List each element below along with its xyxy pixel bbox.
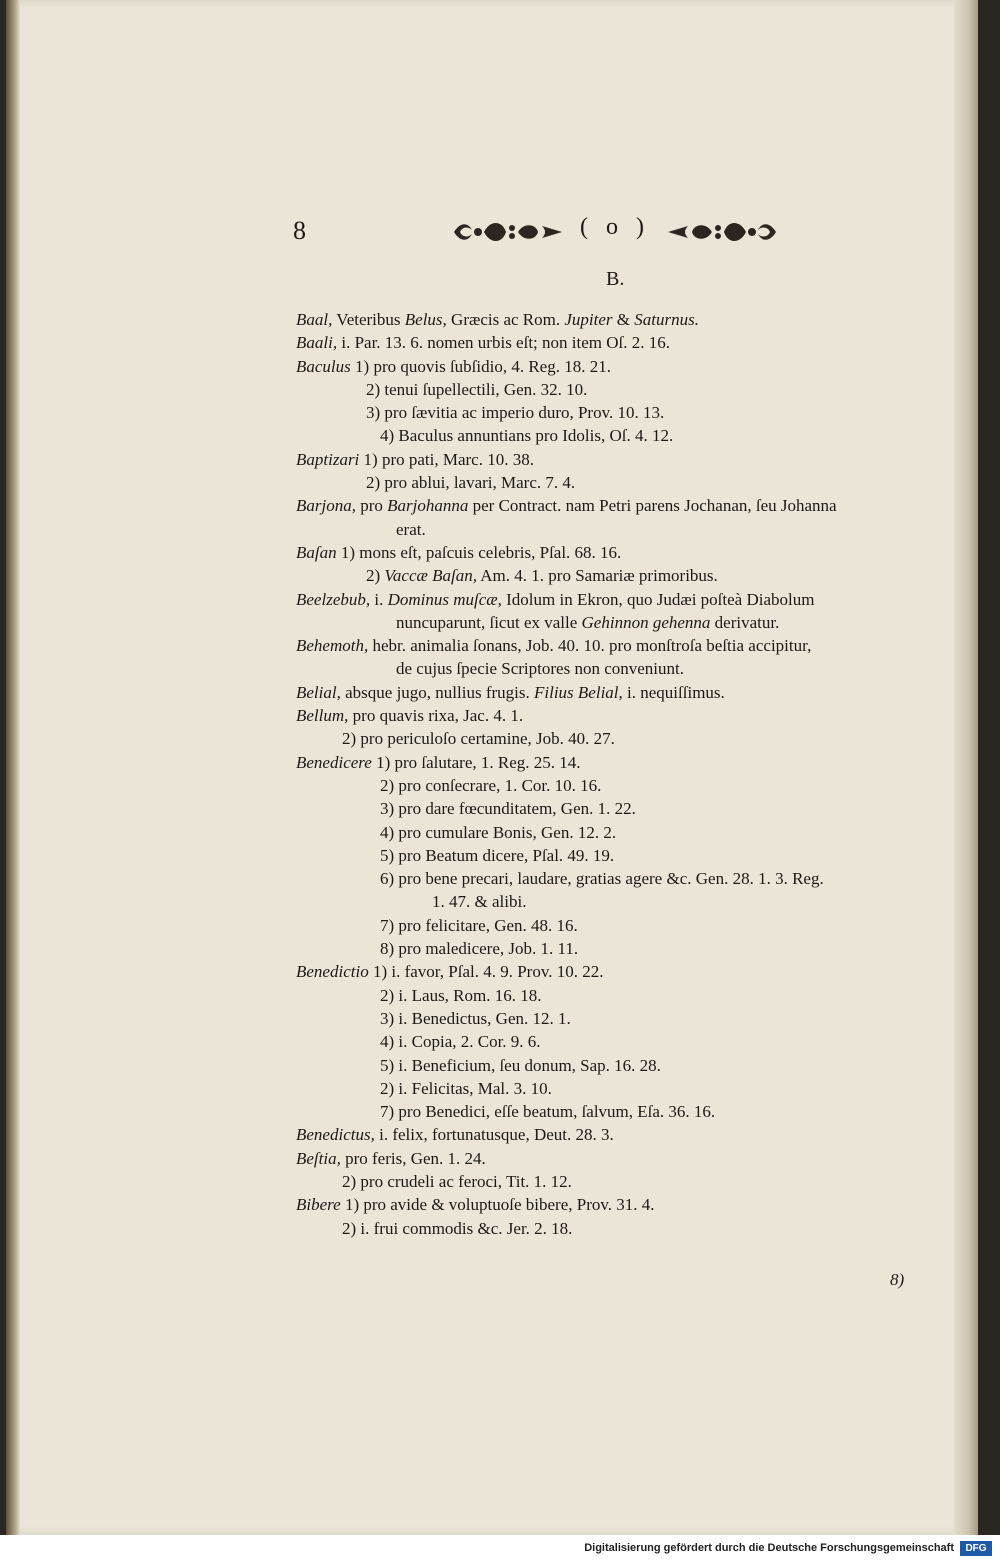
entry-headword: Beſtia, <box>296 1148 341 1168</box>
entry-text: Græcis ac Rom. <box>446 310 565 329</box>
entry-line <box>296 727 946 750</box>
entry-line <box>296 308 946 331</box>
entry-line <box>296 914 946 937</box>
entry-sense: Vaccæ Baſan, <box>384 566 477 586</box>
entry-sense: 2) i. Laus, Rom. 16. 18. <box>380 985 542 1005</box>
entry-continuation: erat. <box>396 519 426 539</box>
entry-text: i. Par. 13. 6. nomen urbis eſt; non item Oſ. 2. 16. <box>337 333 670 353</box>
entry-line <box>296 890 946 913</box>
entry-line <box>296 588 946 611</box>
entry-text: & <box>612 310 635 329</box>
entry-continuation: nuncuparunt, ſicut ex valle <box>396 612 582 632</box>
entry-sense: 3) pro dare fœcunditatem, Gen. 1. 22. <box>380 799 636 819</box>
entry-sense: 6) pro bene precari, laudare, gratias agere &c. Gen. 28. 1. 3. Reg. <box>380 869 824 889</box>
entry-line <box>296 448 946 471</box>
entry-continuation: derivatur. <box>710 612 780 632</box>
entry-line <box>296 937 946 960</box>
entry-sense: 7) pro Benedici, eſſe beatum, ſalvum, Eſa. 36. 16. <box>380 1102 716 1122</box>
entry-sense: 2) i. Felicitas, Mal. 3. 10. <box>380 1078 552 1098</box>
entry-sense: 4) i. Copia, 2. Cor. 9. 6. <box>380 1032 541 1052</box>
entry-continuation: de cujus ſpecie Scriptores non conveniunt. <box>396 659 684 679</box>
page-number: 8 <box>293 216 306 245</box>
entry-text: hebr. animalia ſonans, Job. 40. 10. pro monſtroſa beſtia accipitur, <box>368 636 812 656</box>
entry-line <box>296 1007 946 1030</box>
entry-headword: Bibere <box>296 1195 341 1215</box>
entry-line <box>296 867 946 890</box>
entry-text: pro <box>355 496 388 516</box>
entry-line <box>296 634 946 657</box>
entry-text: Idolum in Ekron, quo Judæi poſteà Diabolum <box>501 589 815 609</box>
entry-sense: 8) pro maledicere, Job. 1. 11. <box>380 939 579 959</box>
entry-text: 1) pro pati, Marc. 10. 38. <box>359 449 534 469</box>
entry-line <box>296 1100 946 1123</box>
entry-sense: 4) Baculus annuntians pro Idolis, Oſ. 4. 12. <box>380 426 674 446</box>
entry-text: absque jugo, nullius frugis. <box>340 682 534 702</box>
header-mark: ( o ) <box>580 214 650 240</box>
entry-headword: Baali, <box>296 333 338 353</box>
entry-line <box>296 657 946 680</box>
entry-text: 1) pro avide & voluptuoſe bibere, Prov. 31. 4. <box>340 1195 655 1215</box>
section-letter: B. <box>606 268 625 290</box>
entry-text: Saturnus. <box>634 310 699 329</box>
entry-headword: Baal, <box>296 310 333 329</box>
entry-line <box>296 1147 946 1170</box>
floral-ornament-left-icon <box>450 218 568 246</box>
entry-text: pro quavis rixa, Jac. 4. 1. <box>348 706 524 726</box>
entry-headword: Benedicere <box>296 752 372 772</box>
entry-line <box>296 704 946 727</box>
entry-continuation: 1. 47. & alibi. <box>432 892 527 912</box>
entry-line <box>296 564 946 587</box>
entry-headword: Beelzebub, <box>296 589 371 609</box>
entry-sense: 3) pro ſævitia ac imperio duro, Prov. 10. 13. <box>366 403 665 423</box>
entry-text: per Contract. nam Petri parens Jochanan, ſeu Johanna <box>468 496 837 516</box>
entry-sense: 2) pro periculoſo certamine, Job. 40. 27. <box>342 729 615 749</box>
footer-credit: Digitalisierung gefördert durch die Deutsche Forschungsgemeinschaft <box>584 1542 954 1554</box>
entry-line <box>296 797 946 820</box>
entry-text: Barjohanna <box>387 496 469 516</box>
entry-line <box>296 331 946 354</box>
page-fore-edge <box>954 0 978 1535</box>
entry-headword: Belial, <box>296 682 341 702</box>
entry-text: Belus, <box>404 310 447 329</box>
dfg-logo: DFG <box>960 1541 992 1556</box>
entry-text: Dominus muſcæ, <box>387 589 502 609</box>
entry-text: Filius Belial, <box>534 682 623 702</box>
entry-headword: Barjona, <box>296 496 356 516</box>
entry-line <box>296 1217 946 1240</box>
entry-line <box>296 401 946 424</box>
entry-line <box>296 424 946 447</box>
entry-line <box>296 1193 946 1216</box>
entry-headword: Benedictus, <box>296 1125 375 1145</box>
entry-headword: Behemoth, <box>296 636 369 656</box>
entry-text: 1) i. favor, Pſal. 4. 9. Prov. 10. 22. <box>368 962 604 982</box>
entry-text: 1) pro quovis ſubſidio, 4. Reg. 18. 21. <box>350 356 611 376</box>
entry-line <box>296 518 946 541</box>
entry-text: Veteribus <box>332 310 405 329</box>
entry-sense: 2) i. frui commodis &c. Jer. 2. 18. <box>342 1218 573 1238</box>
entry-line <box>296 984 946 1007</box>
entry-line <box>296 751 946 774</box>
entry-line <box>296 471 946 494</box>
entry-continuation: Gehinnon gehenna <box>581 612 711 632</box>
entry-line <box>296 821 946 844</box>
entry-line <box>296 611 946 634</box>
entry-text: i. felix, fortunatusque, Deut. 28. 3. <box>374 1125 614 1145</box>
entry-line <box>296 681 946 704</box>
entry-sense: 4) pro cumulare Bonis, Gen. 12. 2. <box>380 822 617 842</box>
book-spine <box>6 0 20 1535</box>
entry-line <box>296 541 946 564</box>
entry-sense: 2) pro crudeli ac feroci, Tit. 1. 12. <box>342 1171 572 1191</box>
entry-sense: 5) i. Beneficium, ſeu donum, Sap. 16. 28. <box>380 1055 661 1075</box>
entry-line <box>296 1170 946 1193</box>
entry-list <box>296 308 946 1240</box>
entry-headword: Benedictio <box>296 962 369 982</box>
entry-line <box>296 844 946 867</box>
entry-text: Jupiter <box>564 310 613 329</box>
entry-headword: Baculus <box>296 356 351 376</box>
entry-line <box>296 378 946 401</box>
entry-line <box>296 1054 946 1077</box>
entry-headword: Baſan <box>296 542 337 562</box>
entry-sense: 2) pro conſecrare, 1. Cor. 10. 16. <box>380 775 602 795</box>
entry-text: 1) pro ſalutare, 1. Reg. 25. 14. <box>371 752 581 772</box>
entry-line <box>296 1077 946 1100</box>
entry-text: i. nequiſſimus. <box>622 682 725 702</box>
entry-text: 1) mons eſt, paſcuis celebris, Pſal. 68. 16. <box>336 542 622 562</box>
entry-headword: Baptizari <box>296 449 360 469</box>
entry-sense: 7) pro felicitare, Gen. 48. 16. <box>380 915 578 935</box>
entry-sense: 3) i. Benedictus, Gen. 12. 1. <box>380 1008 571 1028</box>
entry-line <box>296 960 946 983</box>
catchword: 8) <box>890 1270 905 1289</box>
entry-text: i. <box>370 589 388 609</box>
entry-sense: 5) pro Beatum dicere, Pſal. 49. 19. <box>380 845 615 865</box>
entry-line <box>296 355 946 378</box>
entry-line <box>296 774 946 797</box>
entry-sense: Am. 4. 1. pro Samariæ primoribus. <box>476 566 718 586</box>
entry-sense: 2) pro ablui, lavari, Marc. 7. 4. <box>366 473 576 493</box>
entry-line <box>296 1123 946 1146</box>
entry-line <box>296 494 946 517</box>
entry-sense: 2) <box>366 566 385 586</box>
entry-line <box>296 1030 946 1053</box>
entry-text: pro feris, Gen. 1. 24. <box>340 1148 486 1168</box>
entry-headword: Bellum, <box>296 706 349 726</box>
floral-ornament-right-icon <box>662 218 780 246</box>
header-ornament <box>450 214 780 248</box>
entry-sense: 2) tenui ſupellectili, Gen. 32. 10. <box>366 379 588 399</box>
